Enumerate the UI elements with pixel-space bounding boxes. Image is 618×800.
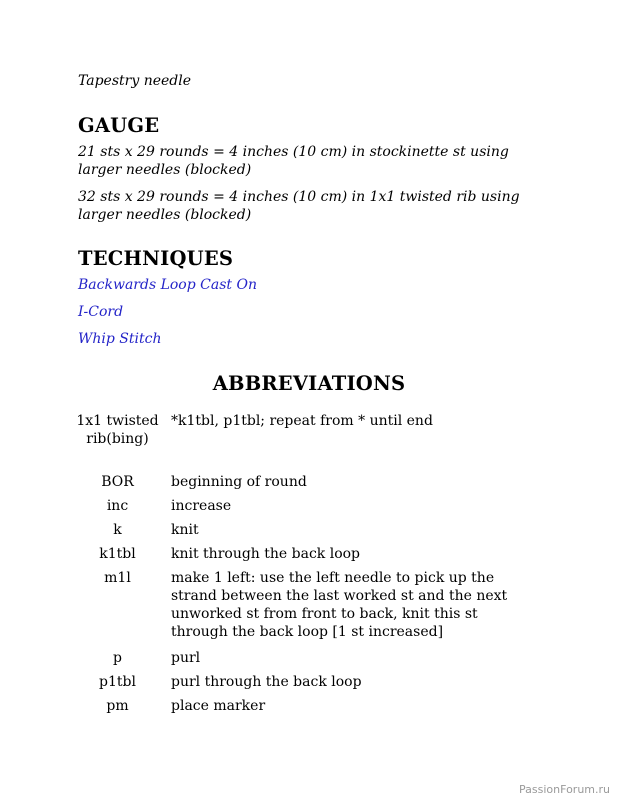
abbreviation-term: m1l (104, 570, 131, 586)
abbreviation-term: k (113, 522, 122, 538)
techniques-heading: TECHNIQUES (78, 247, 234, 270)
abbreviation-definition: place marker (171, 698, 266, 714)
technique-link-backwards-loop-cast-on[interactable]: Backwards Loop Cast On (78, 277, 257, 293)
watermark: PassionForum.ru (519, 783, 610, 796)
abbreviation-term: k1tbl (99, 546, 136, 562)
abbreviation-definition: knit (171, 522, 199, 538)
abbreviation-definition: purl (171, 650, 201, 666)
abbreviation-term: p1tbl (99, 674, 136, 690)
abbreviation-term: BOR (101, 474, 134, 490)
gauge-heading: GAUGE (78, 114, 160, 137)
abbreviation-term: 1x1 twisted rib(bing) (76, 413, 159, 447)
gauge-stockinette: 21 sts x 29 rounds = 4 inches (10 cm) in stockinette st using larger needles (blocked) (78, 144, 509, 178)
abbreviation-term: p (113, 650, 122, 666)
abbreviation-definition: *k1tbl, p1tbl; repeat from * until end (171, 413, 433, 429)
abbreviation-definition: knit through the back loop (171, 546, 361, 562)
abbreviation-definition: increase (171, 498, 232, 514)
abbreviation-term: inc (106, 498, 129, 514)
technique-link-i-cord[interactable]: I-Cord (78, 304, 124, 320)
abbreviation-definition: make 1 left: use the left needle to pick up the strand between the last worked st and the next unworked st from front to back, knit this st through the back loop [1 st increased] (171, 570, 508, 640)
abbreviation-definition: purl through the back loop (171, 674, 362, 690)
gauge-twisted-rib: 32 sts x 29 rounds = 4 inches (10 cm) in 1x1 twisted rib using larger needles (blocked) (78, 189, 520, 223)
abbreviations-heading: ABBREVIATIONS (212, 372, 406, 395)
abbreviation-definition: beginning of round (171, 474, 307, 490)
materials-item: Tapestry needle (78, 73, 192, 89)
abbreviation-term: pm (106, 698, 129, 714)
technique-link-whip-stitch[interactable]: Whip Stitch (78, 331, 162, 347)
